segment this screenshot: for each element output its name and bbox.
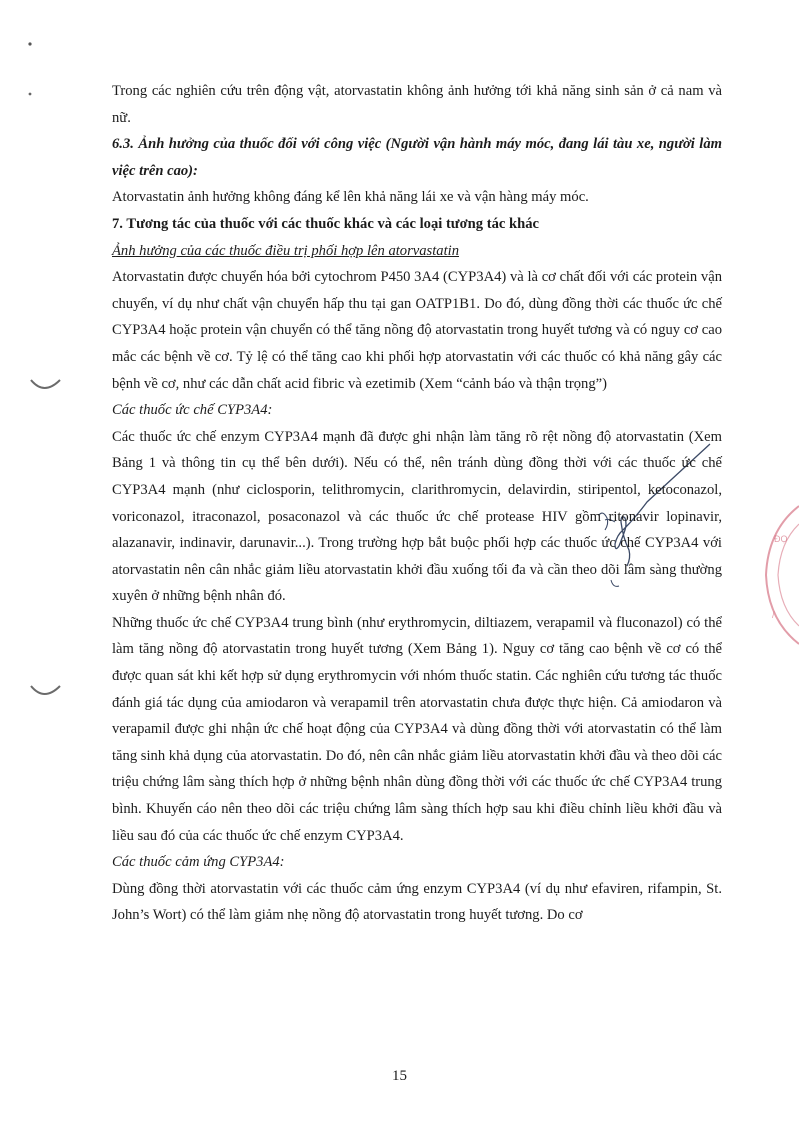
paragraph-inducers: Dùng đồng thời atorvastatin với các thuốc cảm ứng enzym CYP3A4 (ví dụ như efaviren, rifampin, St. John’s Wort) có thể làm giảm nhẹ nồng độ atorvastatin trong huyết tương. Do cơ	[112, 880, 722, 924]
document-body	[112, 78, 722, 929]
subheading-cyp3a4-inducers: Các thuốc cảm ứng CYP3A4:	[112, 854, 285, 871]
paragraph-fertility: Trong các nghiên cứu trên động vật, atorvastatin không ảnh hưởng tới khả năng sinh sản ở cả nam và nữ.	[112, 83, 722, 126]
subheading-combined-drugs: Ảnh hưởng của các thuốc điều trị phối hợp lên atorvastatin	[112, 242, 459, 259]
scan-dot-middle	[26, 90, 34, 98]
paragraph-moderate-inhibitors: Những thuốc ức chế CYP3A4 trung bình (như erythromycin, diltiazem, verapamil và fluconazol) có thể làm tăng nồng độ atorvastatin trong huyết tương (Xem Bảng 1). Nguy cơ tăng cao bệnh về cơ có thể được quan sát khi kết hợp sử dụng erythromycin với nhóm thuốc statin. Các nghiên cứu tương tác thuốc đánh giá tác dụng của amiodaron và verapamil trên atorvastatin chưa được thực hiện. Cả amiodaron và verapamil được ghi nhận ức chế hoạt động của CYP3A4 và dùng đồng thời với atorvastatin có thể làm tăng sinh khả dụng của atorvastatin. Do đó, nên cân nhắc giảm liều atorvastatin khởi đầu và theo dõi các triệu chứng lâm sàng thích hợp ở những bệnh nhân dùng đồng thời với các thuốc ức chế CYP3A4 trung bình. Khuyến cáo nên theo dõi các triệu chứng lâm sàng thích hợp sau khi điều chỉnh liều khởi đầu và liều sau đó của các thuốc ức chế enzym CYP3A4.	[112, 614, 722, 844]
scan-dot-top	[26, 40, 34, 48]
hole-punch-mark-lower	[28, 680, 64, 704]
section-heading-7: 7. Tương tác của thuốc với các thuốc khác và các loại tương tác khác	[112, 215, 539, 232]
paragraph-strong-inhibitors: Các thuốc ức chế enzym CYP3A4 mạnh đã được ghi nhận làm tăng rõ rệt nồng độ atorvastatin (Xem Bảng 1 và thông tin cụ thể bên dưới). Nếu có thể, nên tránh dùng đồng thời với các thuốc ức chế CYP3A4 mạnh (như ciclosporin, telithromycin, clarithromycin, delavirdin, stiripentol, ketoconazol, voriconazol, itraconazol, posaconazol và các thuốc ức chế protease HIV gồm ritonavir lopinavir, alazanavir, indinavir, darunavir...). Trong trường hợp bắt buộc phối hợp các thuốc ức chế CYP3A4 với atorvastatin nên cân nhắc giảm liều atorvastatin khởi đầu xuống tối đa và cần theo dõi lâm sàng thường xuyên ở những bệnh nhân đó.	[112, 428, 722, 605]
paragraph-metabolism: Atorvastatin được chuyển hóa bởi cytochrom P450 3A4 (CYP3A4) và là cơ chất đối với các protein vận chuyển, ví dụ như chất vận chuyển hấp thu tại gan OATP1B1. Do đó, dùng đồng thời các thuốc ức chế CYP3A4 hoặc protein vận chuyển có thể tăng nồng độ atorvastatin trong huyết tương và có nguy cơ cao mắc các bệnh về cơ. Tỷ lệ có thể tăng cao khi phối hợp atorvastatin với các thuốc có khả năng gây các bệnh về cơ, như các dẫn chất acid fibric và ezetimib (Xem “cảnh báo và thận trọng”)	[112, 269, 722, 392]
page-number: 15	[392, 1068, 407, 1084]
svg-text:/: /	[772, 610, 775, 620]
paragraph-driving: Atorvastatin ảnh hưởng không đáng kể lên khả năng lái xe và vận hàng máy móc.	[112, 189, 589, 206]
red-stamp-fragment	[762, 500, 799, 650]
section-heading-6-3: 6.3. Ảnh hưởng của thuốc đối với công việc (Người vận hành máy móc, đang lái tàu xe, người làm việc trên cao):	[112, 136, 722, 179]
hole-punch-mark-upper	[28, 374, 64, 398]
subheading-cyp3a4-inhibitors: Các thuốc ức chế CYP3A4:	[112, 402, 273, 419]
svg-text:ĐỌ: ĐỌ	[774, 534, 788, 544]
